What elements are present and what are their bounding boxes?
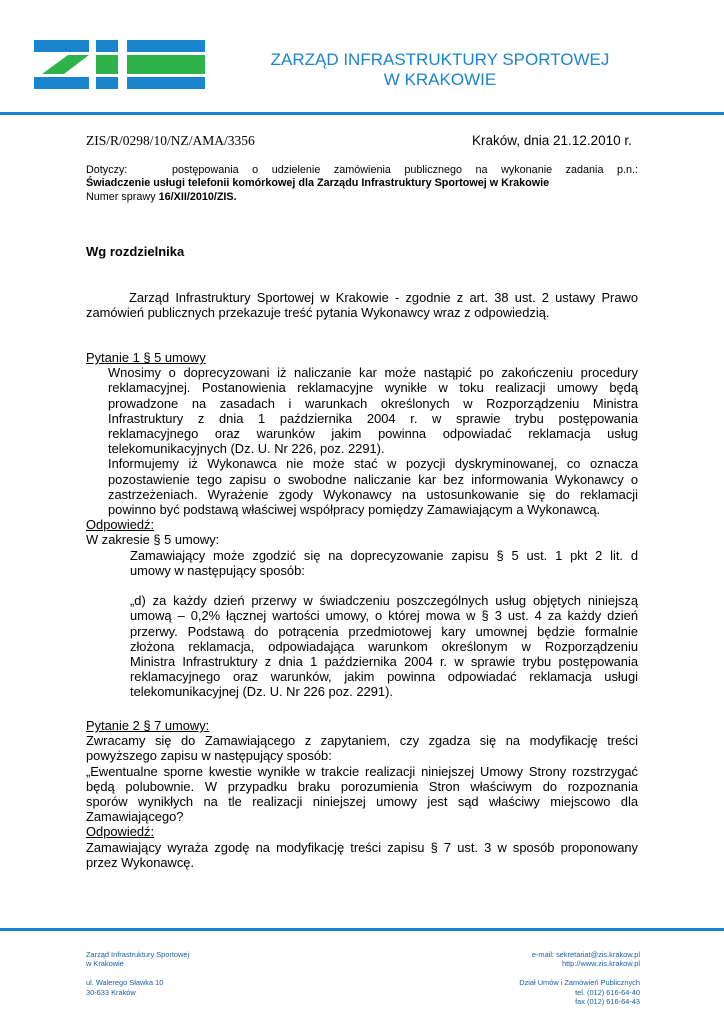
text-line: Wnosimy o doprecyzowani iż naliczanie kar może nastąpić po zakończeniu procedury	[108, 365, 638, 381]
subject-text: postępowania o udzielenie zamówienia publicznego na wykonanie zadania p.n.:	[172, 164, 638, 176]
subject-title: Świadczenie usługi telefonii komórkowej dla Zarządu Infrastruktury Sportowej w Krakowie	[86, 177, 550, 190]
logo-letter-z	[34, 40, 89, 89]
text-line: Informujemy iż Wykonawca nie może stać w pozycji dyskryminowanej, co oznacza	[108, 456, 638, 472]
answer1-quote	[86, 593, 638, 699]
text-line: reklamacyjnego oraz warunków jakim powinna odpowiadać reklamacja usług	[108, 426, 638, 442]
question1-heading: Pytanie 1 § 5 umowy	[86, 350, 206, 365]
text-line: zastrzeżeniach. Wyrażenie zgody Wykonawcy na ustosunkowanie się do reklamacji	[108, 486, 638, 502]
intro	[86, 290, 638, 320]
zis-logo	[34, 40, 206, 94]
text-line: powinno być podstawą właściwej współpracy pomiędzy Zamawiającym a Wykonawcą.	[108, 502, 601, 518]
text-line: umową – 0,2% łącznej wartości umowy, o której mowa w § 3 ust. 4 za każdy dzień	[130, 608, 638, 624]
text-line: reklamacyjnej. Postanowienia reklamacyjne wynikłe w toku realizacji umowy będą	[108, 380, 638, 396]
footer-fax: fax (012) 616-64-43	[575, 997, 640, 1007]
question2-para1	[86, 733, 638, 824]
question2-block	[86, 718, 638, 870]
text-line: Zamawiający może zgodzić się na doprecyzowanie zapisu § 5 ust. 1 pkt 2 lit. d	[130, 547, 638, 563]
footer-left	[86, 950, 189, 997]
answer1-heading: Odpowiedź:	[86, 517, 155, 533]
text-line: telekomunikacyjnej (Dz. U. Nr 226 poz. 2291).	[130, 684, 393, 700]
answer2-heading: Odpowiedź:	[86, 824, 155, 840]
text-line: sporów wynikłych na tle realizacji niniejszej umowy jest sąd właściwy miejscowo dla	[86, 794, 638, 810]
logo-letter-i	[96, 40, 118, 89]
organization-title	[240, 50, 640, 90]
intro-line1: Zarząd Infrastruktury Sportowej w Krakowie - zgodnie z art. 38 ust. 2 ustawy Prawo	[129, 290, 638, 305]
footer-postcode: 30-633 Kraków	[86, 987, 136, 997]
place-date: Kraków, dnia 21.12.2010 r.	[472, 133, 632, 148]
text-line: Zwracamy się do Zamawiającego z zapytaniem, czy zgadza się na modyfikację treści	[86, 733, 638, 749]
text-line: „d) za każdy dzień przerwy w świadczeniu poszczególnych usług objętych niniejszą	[130, 593, 638, 609]
question1-block	[86, 350, 638, 700]
footer-right	[440, 950, 640, 1006]
text-line: Zamawiający wyraża zgodę na modyfikację treści zapisu § 7 ust. 3 w sposób proponowany	[86, 839, 638, 855]
text-line: przerwy. Podstawą do potrącenia przedmiotowej kary umownej będzie formalnie	[130, 623, 638, 639]
recipient: Wg rozdzielnika	[86, 244, 185, 259]
text-line: złożona reklamacja, odpowiadająca warunkom określonym w Rozporządzeniu	[130, 638, 638, 654]
answer1-scope: W zakresie § 5 umowy:	[86, 532, 220, 548]
footer-org-name: Zarząd Infrastruktury Sportowej	[86, 950, 190, 959]
subject-block	[86, 164, 638, 204]
text-line: Zamawiającego?	[86, 809, 184, 825]
text-line: prowadzone na zasadach i warunkach określonych w Rozporządzeniu Ministra	[108, 395, 638, 411]
footer-rule	[0, 928, 724, 931]
subject-label: Dotyczy:	[86, 164, 128, 176]
organization-title-line2: W KRAKOWIE	[383, 70, 497, 89]
footer-phone: tel. (012) 616-64-40	[575, 987, 640, 997]
text-line: Ministra Infrastruktury z dnia 1 października 2004 r. w sprawie trybu postępowania	[130, 654, 638, 670]
footer-street: ul. Walerego Sławka 10	[86, 978, 164, 988]
text-line: przez Wykonawcę.	[86, 854, 195, 870]
header-rule	[0, 112, 724, 115]
answer2-text	[86, 840, 638, 870]
text-line: „Ewentualne sporne kwestie wynikłe w trakcie realizacji niniejszej Umowy Strony rozstrzygać	[86, 763, 638, 779]
text-line: będą polubownie. W przypadku braku porozumienia Stron właściwym do rozpoznania	[86, 778, 638, 794]
reference-number: ZIS/R/0298/10/NZ/AMA/3356	[86, 133, 255, 148]
intro-line2: zamówień publicznych przekazuje treść pytania Wykonawcy wraz z odpowiedzią.	[86, 305, 550, 321]
organization-title-line1: ZARZĄD INFRASTRUKTURY SPORTOWEJ	[270, 50, 610, 69]
footer-email: e-mail: sekretariat@zis.krakow.pl	[531, 950, 640, 959]
text-line: pozostawienie tego zapisu o swobodne naliczanie kar bez informowania Wykonawcy o	[108, 471, 638, 487]
case-number-prefix: Numer sprawy	[86, 190, 159, 203]
text-line: telekomunikacyjnych (Dz. U. Nr 226, poz. 2291).	[108, 441, 385, 457]
answer1-para1	[86, 548, 638, 578]
footer-org-city: w Krakowie	[86, 959, 124, 969]
question1-para2	[86, 456, 638, 517]
text-line: reklamacyjnego oraz warunków, jakim powinna odpowiadać reklamacja usługi	[130, 669, 638, 685]
text-line: umowy w następujący sposób:	[130, 562, 305, 578]
question1-para1	[86, 365, 638, 456]
footer-department: Dział Umów i Zamówień Publicznych	[519, 978, 640, 988]
text-line: Infrastruktury z dnia 1 października 2004 r. w sprawie trybu postępowania	[108, 410, 638, 426]
logo-letter-s	[127, 40, 205, 89]
text-line: powyższego zapisu w następujący sposób:	[86, 748, 332, 764]
footer-website: http://www.zis.krakow.pl	[561, 959, 640, 969]
case-number: 16/XII/2010/ZIS.	[158, 190, 237, 203]
question2-heading: Pytanie 2 § 7 umowy:	[86, 718, 210, 733]
